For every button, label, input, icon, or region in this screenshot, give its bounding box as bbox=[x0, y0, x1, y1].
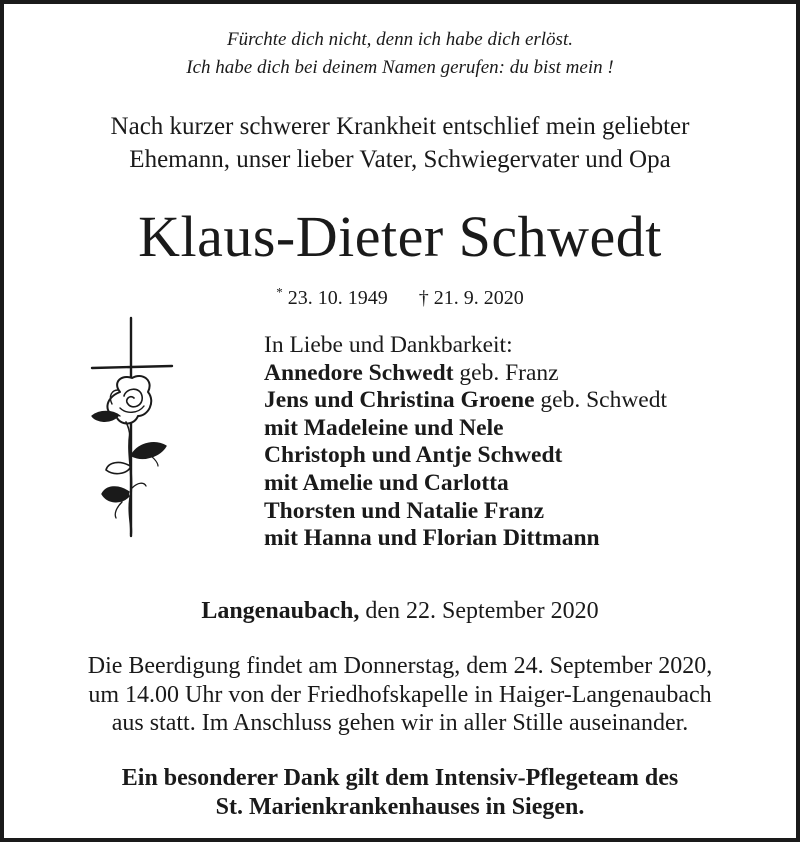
family-member: mit Hanna und Florian Dittmann bbox=[264, 525, 600, 552]
intro-line: Ehemann, unser lieber Vater, Schwiegervater und Opa bbox=[129, 146, 671, 173]
birth-date: * 23. 10. 1949 bbox=[276, 284, 388, 309]
cross-with-rose-icon bbox=[86, 316, 176, 538]
death-symbol: † bbox=[418, 286, 429, 309]
funeral-info bbox=[4, 652, 796, 738]
thanks-text bbox=[4, 764, 796, 822]
deceased-name: Klaus-Dieter Schwedt bbox=[138, 204, 662, 269]
funeral-line: Die Beerdigung findet am Donnerstag, dem 24. September 2020, bbox=[87, 653, 713, 679]
family-member: Annedore Schwedt geb. Franz bbox=[264, 359, 559, 386]
family-member: Christoph und Antje Schwedt bbox=[264, 442, 563, 469]
bible-verse bbox=[4, 26, 796, 82]
place: Langenaubach, bbox=[201, 598, 360, 624]
birth-symbol: * bbox=[276, 284, 283, 299]
funeral-line: um 14.00 Uhr von der Friedhofskapelle in Haiger-Langenaubach bbox=[88, 681, 712, 708]
family-member: Jens und Christina Groene geb. Schwedt bbox=[264, 387, 668, 414]
place-and-date bbox=[4, 596, 796, 626]
notice-date: den 22. September 2020 bbox=[365, 598, 599, 624]
funeral-line: aus statt. Im Anschluss gehen wir in aller Stille auseinander. bbox=[111, 710, 689, 736]
family-list bbox=[264, 332, 667, 553]
intro-line: Nach kurzer schwerer Krankheit entschlief mein geliebter bbox=[110, 113, 690, 140]
thanks-line: Ein besonderer Dank gilt dem Intensiv-Pflegeteam des bbox=[121, 765, 679, 791]
verse-line: Fürchte dich nicht, denn ich habe dich erlöst. bbox=[227, 29, 573, 50]
thanks-line: St. Marienkrankenhauses in Siegen. bbox=[215, 794, 585, 820]
family-heading: In Liebe und Dankbarkeit: bbox=[264, 332, 513, 358]
family-member: mit Madeleine und Nele bbox=[264, 414, 504, 441]
family-member: Thorsten und Natalie Franz bbox=[264, 497, 545, 524]
intro-text bbox=[4, 110, 796, 176]
verse-line: Ich habe dich bei deinem Namen gerufen: du bist mein ! bbox=[186, 57, 614, 78]
death-date: † 21. 9. 2020 bbox=[418, 286, 524, 309]
family-member: mit Amelie und Carlotta bbox=[264, 469, 509, 496]
life-dates bbox=[4, 279, 796, 311]
